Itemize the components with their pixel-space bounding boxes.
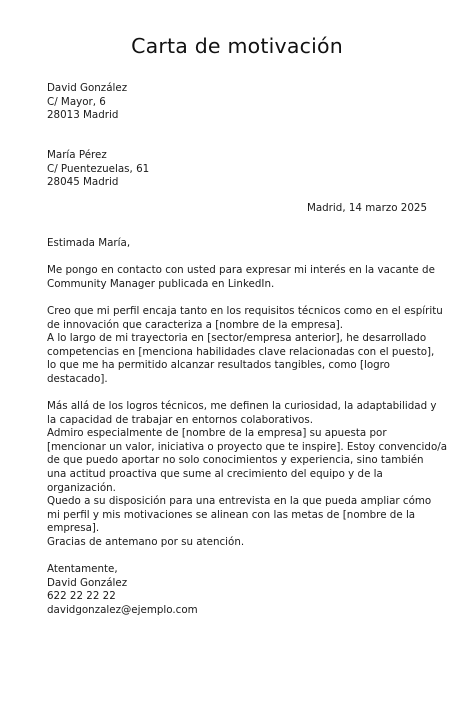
paragraph-line: mi perfil y mis motivaciones se alinean con las metas de [nombre de la <box>47 508 416 521</box>
paragraph-line: una actitud proactiva que sume al crecimiento del equipo y de la <box>47 467 383 480</box>
paragraph-line: organización. <box>47 481 116 494</box>
paragraph-line: empresa]. <box>47 522 100 535</box>
recipient-city: 28045 Madrid <box>47 176 119 189</box>
paragraph-line: [mencionar un valor, iniciativa o proyecto que te inspire]. Estoy convencido/a <box>47 440 448 453</box>
paragraph-line: Me pongo en contacto con usted para expresar mi interés en la vacante de <box>47 264 435 276</box>
paragraph-line: competencias en [menciona habilidades clave relacionadas con el puesto], <box>47 345 435 358</box>
paragraph-line: destacado]. <box>47 372 108 385</box>
closing-salutation: Atentamente, <box>47 563 118 575</box>
paragraph-line: la capacidad de trabajar en entornos colaborativos. <box>47 413 313 426</box>
recipient-street: C/ Puentezuelas, 61 <box>47 162 150 175</box>
paragraph-line: Quedo a su disposición para una entrevista en la que pueda ampliar cómo <box>47 495 432 508</box>
page-title: Carta de motivación <box>131 34 343 58</box>
contact-phone: 622 22 22 22 <box>47 590 116 603</box>
closing-block <box>47 563 429 617</box>
paragraph-line: Admiro especialmente de [nombre de la empresa] su apuesta por <box>47 427 387 440</box>
recipient-address <box>47 149 429 190</box>
sender-street: C/ Mayor, 6 <box>47 95 106 108</box>
paragraph-line: de que puedo aportar no solo conocimientos y experiencia, sino también <box>47 454 424 467</box>
sender-name: David González <box>47 82 128 94</box>
paragraph-line: Creo que mi perfil encaja tanto en los requisitos técnicos como en el espíritu <box>47 305 443 317</box>
paragraph-line: Gracias de antemano por su atención. <box>47 535 245 548</box>
letter-date: Madrid, 14 marzo 2025 <box>306 202 427 214</box>
sender-city: 28013 Madrid <box>47 109 119 122</box>
paragraph-line: A lo largo de mi trayectoria en [sector/empresa anterior], he desarrollado <box>47 332 427 345</box>
paragraph-line: Más allá de los logros técnicos, me definen la curiosidad, la adaptabilidad y <box>47 400 437 412</box>
paragraph-line: de innovación que caracteriza a [nombre de la empresa]. <box>47 318 344 331</box>
paragraph-profile <box>47 305 443 387</box>
paragraph-line: lo que me ha permitido alcanzar resultados tangibles, como [logro <box>47 359 390 372</box>
paragraph-line: Community Manager publicada en LinkedIn. <box>47 277 275 290</box>
greeting: Estimada María, <box>47 237 131 249</box>
sender-address <box>47 82 429 123</box>
signature-name: David González <box>47 576 128 589</box>
recipient-name: María Pérez <box>47 149 107 161</box>
contact-email: davidgonzalez@ejemplo.com <box>47 603 198 616</box>
paragraph-motivation <box>47 400 448 550</box>
paragraph-intro <box>47 264 435 291</box>
